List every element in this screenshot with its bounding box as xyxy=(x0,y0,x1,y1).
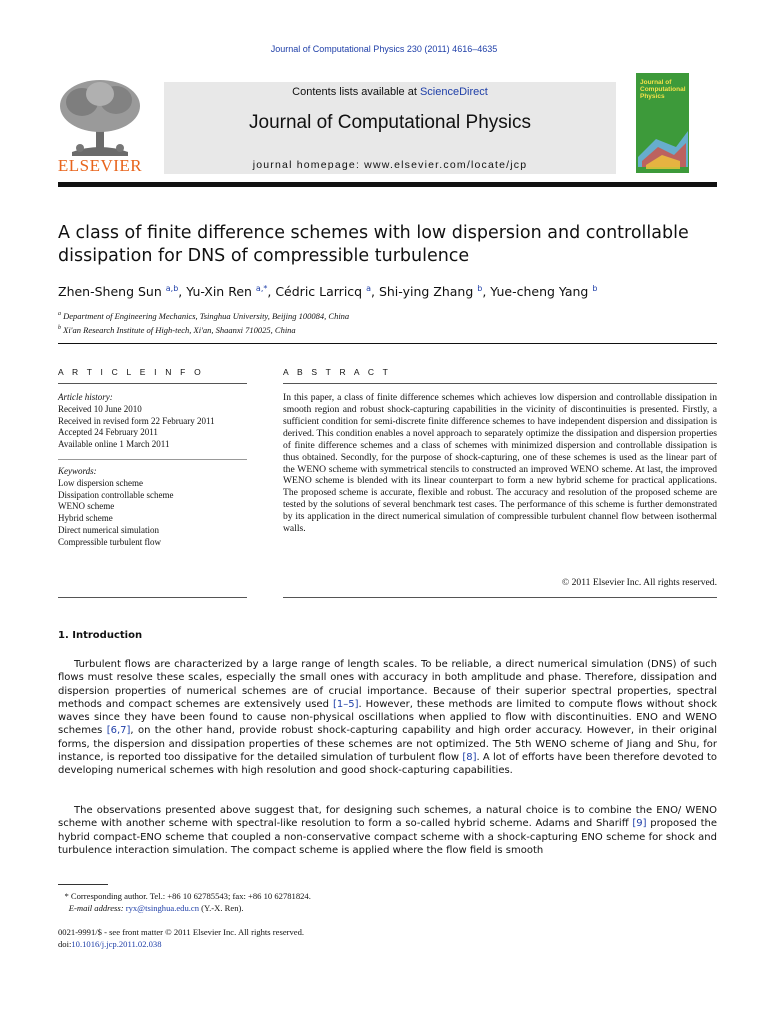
corresponding-author-note: * Corresponding author. Tel.: +86 10 62785543; fax: +86 10 62781824. xyxy=(58,891,311,901)
affiliations xyxy=(58,308,349,336)
author-4[interactable]: Shi-ying Zhang $^b$, xyxy=(378,284,491,300)
cover-title: Journal of Computational Physics xyxy=(640,79,686,100)
footnotes xyxy=(58,890,658,915)
doi-link[interactable]: 10.1016/j.jcp.2011.02.038 xyxy=(71,938,162,949)
email-link[interactable]: ryx@tsinghua.edu.cn xyxy=(125,903,200,914)
article-info-heading: A R T I C L E I N F O xyxy=(58,367,204,377)
history-item: Received 10 June 2010 xyxy=(58,403,142,414)
author-3[interactable]: Cédric Larricq $^a$, xyxy=(275,284,379,300)
contents-prefix: Contents lists available at xyxy=(292,86,420,98)
footnote-rule xyxy=(58,884,108,885)
article-info-bottom-rule xyxy=(58,597,247,598)
title-rule xyxy=(58,343,717,344)
keyword-item: WENO scheme xyxy=(58,501,115,512)
doi-line: doi:10.1016/j.jcp.2011.02.038 xyxy=(58,938,162,949)
journal-title: Journal of Computational Physics xyxy=(249,112,531,133)
journal-banner xyxy=(164,82,616,174)
author-4-affil[interactable]: b xyxy=(477,284,483,293)
author-2[interactable]: Yu-Xin Ren $^{a,*}$, xyxy=(186,284,276,300)
abstract-text: In this paper, a class of finite difference schemes which achieves low dispersion and controllable dissipation in smooth region and robust shock-capturing capabilities in the vicinity of discontinuities is presented. Firstly, a sufficient condition for semi-discrete finite difference schemes to have independent dispersion and dissipation is derived. This condition enables a novel approach to separately optimize the dissipation and dispersion properties of finite difference schemes and a class of schemes with minimized dispersion and controllable dissipation is thus obtained. Secondly, for the purpose of shock-capturing, one of these schemes is used as the linear part of the WENO scheme with symmetrical stencils to constructed an improved WENO scheme. At last, the improved WENO scheme is blended with its linear counterpart to form a new hybrid scheme for practical applications. The proposed scheme is accurate, flexible and robust. The accuracy and resolution of the proposed scheme are tested by the solutions of several benchmark test cases. The performance of this scheme is further demonstrated by its application in the direct numerical simulation of compressible turbulent channel flow between isothermal walls. xyxy=(283,392,717,535)
citation-link[interactable]: [9] xyxy=(632,818,647,830)
history-item: Accepted 24 February 2011 xyxy=(58,427,158,438)
author-5[interactable]: Yue-cheng Yang $^b$ xyxy=(490,284,598,300)
article-info-rule xyxy=(58,383,247,384)
history-rule xyxy=(58,459,247,460)
front-matter-line: 0021-9991/$ - see front matter © 2011 Elsevier Inc. All rights reserved. xyxy=(58,927,305,937)
keyword-item: Hybrid scheme xyxy=(58,513,113,524)
author-5-affil[interactable]: b xyxy=(592,284,598,293)
elsevier-wordmark: ELSEVIER xyxy=(57,156,143,175)
cover-graphic-icon xyxy=(636,117,689,173)
author-1[interactable]: Zhen-Sheng Sun $^{a,b}$, xyxy=(58,284,187,300)
author-list xyxy=(58,284,718,299)
article-history xyxy=(58,392,248,451)
intro-paragraph-1: Turbulent flows are characterized by a large range of length scales. To be reliable, a direct numerical simulation (DNS) of such flows must resolve these scales, especially the small ones with accuracy in both amplitude and phase. Therefore, dissipation and dispersion properties of numerical schemes are of crucial importance. Because of their superior spectral properties, spectral methods and compact schemes are extensively used [1–5]. However, these methods are limited to compute flows without shock waves since they have been found to cause non-physical oscillations when applied to flow with discontinuities. ENO and WENO schemes [6,7], on the other hand, provide robust shock-capturing capability and high order accuracy. However, in their original forms, the dispersion and dissipation properties of these schemes are not optimized. The 5th WENO scheme of Jiang and Shu, for instance, is reported too dissipative for the detailed simulation of turbulent flow [8]. A lot of efforts have been therefore devoted to developing numerical schemes with high resolution and good shock-capturing capabilities. xyxy=(58,659,718,777)
citation-link[interactable]: [1–5] xyxy=(332,698,359,710)
keywords-label: Keywords: xyxy=(58,466,97,476)
citation-link[interactable]: [6,7] xyxy=(106,725,131,737)
author-2-affil[interactable]: a,* xyxy=(255,284,268,293)
intro-paragraph-2: The observations presented above suggest that, for designing such schemes, a natural choice is to combine the ENO/ WENO scheme with another scheme with spectral-like resolution to form a so-called hybrid scheme. Adams and Shariff [9] proposed the hybrid compact-ENO scheme that coupled a non-conservative compact scheme with a shock-capturing ENO scheme for shock and turbulence interaction simulation. The compact scheme is applied where the flow field is smooth xyxy=(58,805,717,856)
citation-link[interactable]: [8] xyxy=(462,752,477,764)
journal-cover xyxy=(636,73,689,173)
history-item: Available online 1 March 2011 xyxy=(58,439,170,450)
header-rule xyxy=(58,182,717,187)
history-item: Received in revised form 22 February 2011 xyxy=(58,415,215,426)
abstract-copyright: © 2011 Elsevier Inc. All rights reserved. xyxy=(561,577,717,588)
abstract-bottom-rule xyxy=(283,597,717,598)
history-label: Article history: xyxy=(58,392,113,402)
keywords xyxy=(58,466,248,549)
author-3-affil[interactable]: a xyxy=(366,284,371,293)
abstract-heading: A B S T R A C T xyxy=(283,367,392,377)
contents-line xyxy=(164,86,616,98)
paper-title: A class of finite difference schemes with low dispersion and controllable dissipation for DNS of compressible turbulence xyxy=(58,223,689,266)
abstract-rule xyxy=(283,383,717,384)
journal-citation[interactable]: Journal of Computational Physics 230 (2011) 4616–4635 xyxy=(270,44,498,54)
elsevier-logo xyxy=(52,76,148,176)
keyword-item: Low dispersion scheme xyxy=(58,477,143,488)
sciencedirect-link[interactable]: ScienceDirect xyxy=(419,86,488,98)
keyword-item: Dissipation controllable scheme xyxy=(58,489,174,500)
front-matter xyxy=(58,927,304,951)
keyword-item: Direct numerical simulation xyxy=(58,524,159,535)
email-note: E-mail address: ryx@tsinghua.edu.cn (Y.-X. Ren). xyxy=(68,903,244,914)
author-1-affil[interactable]: a,b xyxy=(165,284,179,293)
keyword-item: Compressible turbulent flow xyxy=(58,536,161,547)
affiliation-a: $^a$ Department of Engineering Mechanics, Tsinghua University, Beijing 100084, China xyxy=(58,310,350,321)
section-heading: 1. Introduction xyxy=(58,630,143,641)
affiliation-b: $^b$ Xi'an Research Institute of High-tech, Xi'an, Shaanxi 710025, China xyxy=(58,324,296,335)
journal-homepage[interactable]: journal homepage: www.elsevier.com/locate/jcp xyxy=(252,159,528,171)
